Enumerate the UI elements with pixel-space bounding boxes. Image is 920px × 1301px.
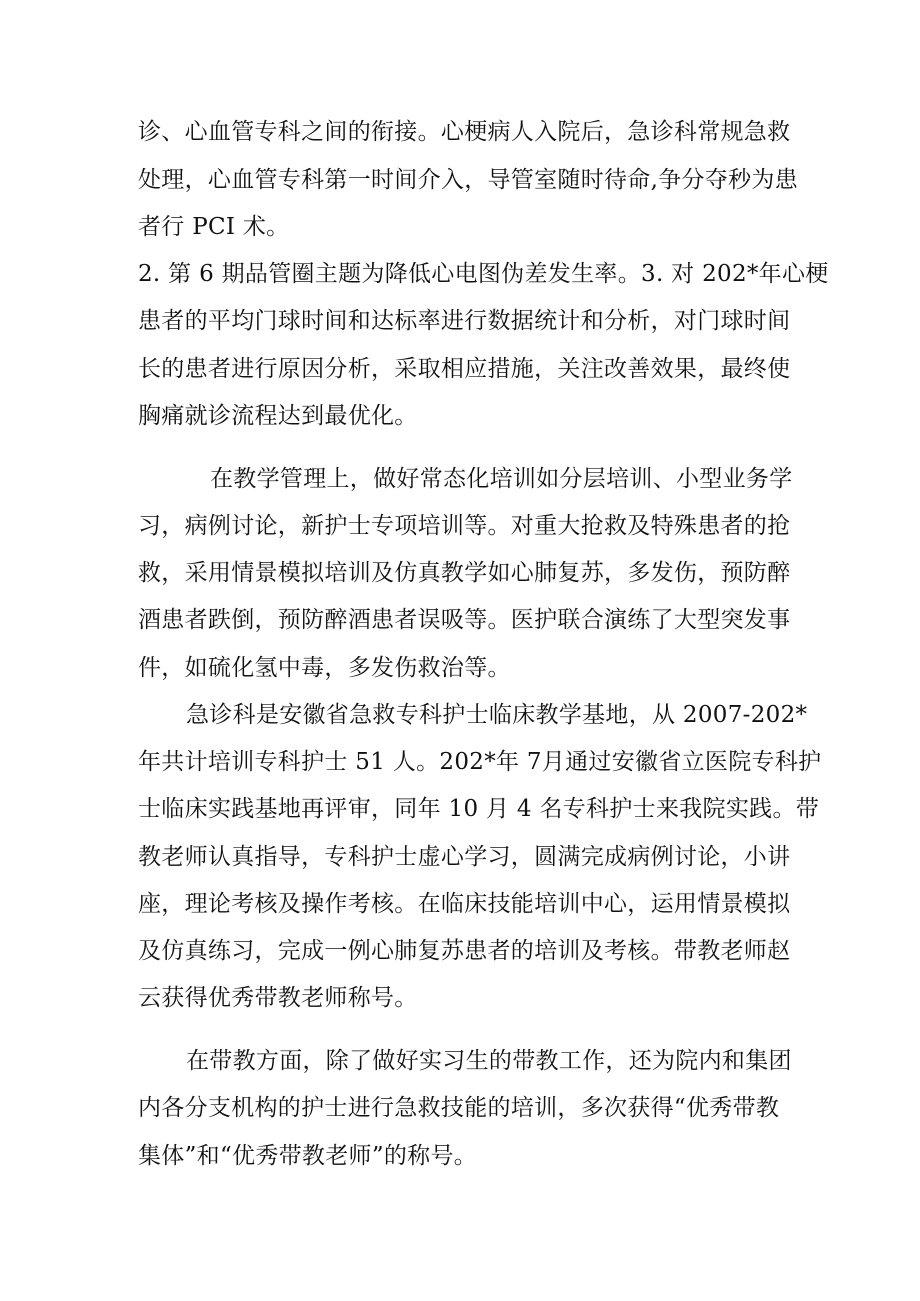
text-line: 长的患者进行原因分析，采取相应措施，关注改善效果，最终使: [138, 356, 791, 382]
text-line: 患者的平均门球时间和达标率进行数据统计和分析，对门球时间: [138, 308, 791, 334]
text-line: 者行 PCI 术。: [138, 214, 290, 240]
paragraph-first-line: 在带教方面，除了做好实习生的带教工作，还为院内和集团: [186, 1048, 792, 1074]
text-line: 救，采用情景模拟培训及仿真教学如心肺复苏，多发伤，预防醉: [138, 560, 791, 586]
paragraph-first-line: 在教学管理上，做好常态化培训如分层培训、小型业务学: [210, 466, 793, 492]
text-line: 士临床实践基地再评审，同年 10 月 4 名专科护士来我院实践。带: [138, 796, 820, 822]
text-line: 云获得优秀带教老师称号。: [138, 985, 418, 1011]
paragraph-first-line: 急诊科是安徽省急救专科护士临床教学基地，从 2007-202*: [186, 702, 808, 728]
text-line: 诊、心血管专科之间的衔接。心梗病人入院后，急诊科常规急救: [138, 119, 791, 145]
text-line: 集体”和“优秀带教老师”的称号。: [138, 1143, 478, 1169]
text-line: 教老师认真指导，专科护士虚心学习，圆满完成病例讨论，小讲: [138, 844, 791, 870]
text-line: 件，如硫化氢中毒，多发伤救治等。: [138, 655, 511, 681]
text-line: 内各分支机构的护士进行急救技能的培训，多次获得“优秀带教: [138, 1095, 780, 1121]
text-line: 2. 第 6 期品管圈主题为降低心电图伪差发生率。3. 对 202*年心梗: [138, 261, 829, 287]
text-line: 处理，心血管专科第一时间介入，导管室随时待命,争分夺秒为患: [138, 167, 799, 193]
text-line: 习，病例讨论，新护士专项培训等。对重大抢救及特殊患者的抢: [138, 513, 791, 539]
text-line: 胸痛就诊流程达到最优化。: [138, 403, 418, 429]
text-line: 酒患者跌倒，预防醉酒患者误吸等。医护联合演练了大型突发事: [138, 607, 791, 633]
text-line: 座，理论考核及操作考核。在临床技能培训中心，运用情景模拟: [138, 891, 791, 917]
text-line: 年共计培训专科护士 51 人。202*年 7月通过安徽省立医院专科护: [138, 749, 822, 775]
text-line: 及仿真练习，完成一例心肺复苏患者的培训及考核。带教老师赵: [138, 938, 791, 964]
